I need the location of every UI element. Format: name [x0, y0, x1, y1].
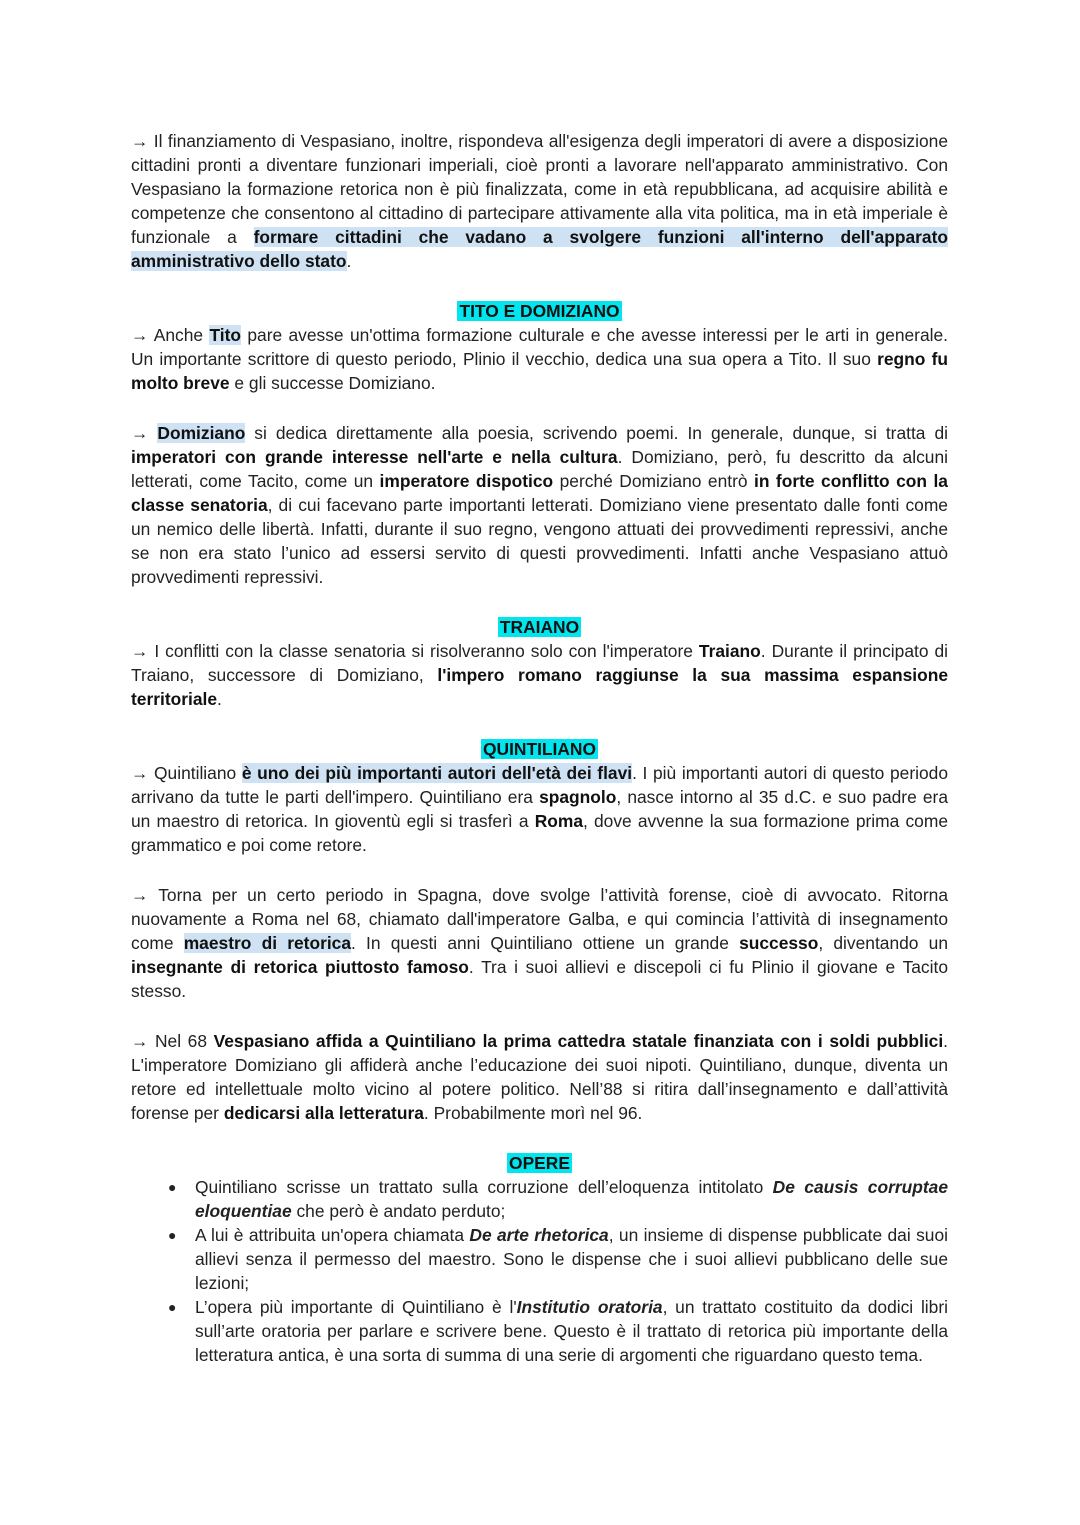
paragraph-quintiliano-spagna: → Torna per un certo periodo in Spagna, dove svolge l’attività forense, cioè di avvocato. Ritorna nuovamente a Roma nel 68, chiamato dall'imperatore Galba, e qui comincia l’attività di insegnamento come maestro di retorica. In questi anni Quintiliano ottiene un grande successo, diventando un insegnante di retorica piuttosto famoso. Tra i suoi allievi e discepoli ci fu Plinio il giovane e Tacito stesso.	[131, 885, 948, 1001]
highlight-tito: Tito	[209, 325, 241, 345]
list-item: ● L’opera più importante di Quintiliano è l'Institutio oratoria, un trattato costituito da dodici libri sull’arte oratoria per parlare e scrivere bene. Questo è il trattato di retorica più importante della letteratura antica, è una sorta di summa di una serie di argomenti che riguardano questo tema.	[168, 1297, 948, 1365]
paragraph-domiziano: → Domiziano si dedica direttamente alla poesia, scrivendo poemi. In generale, dunque, si tratta di imperatori con grande interesse nell'arte e nella cultura. Domiziano, però, fu descritto da alcuni letterati, come Tacito, come un imperatore dispotico perché Domiziano entrò in forte conflitto con la classe senatoria, di cui facevano parte importanti letterati. Domiziano viene presentato dalle fonti come un nemico delle libertà. Infatti, durante il suo regno, vengono attuati dei provvedimenti repressivi, anche se non era stato l’unico ad essersi servito di questi provvedimenti. Infatti anche Vespasiano attuò provvedimenti repressivi.	[131, 423, 948, 587]
opere-list	[131, 1175, 948, 1367]
section-heading-tito-domiziano: TITO E DOMIZIANO	[459, 301, 620, 321]
paragraph-tito: → Anche Tito pare avesse un'ottima formazione culturale e che avesse interessi per le arti in generale. Un importante scrittore di questo periodo, Plinio il vecchio, dedica una sua opera a Tito. Il suo regno fu molto breve e gli successe Domiziano.	[131, 325, 948, 393]
list-item: ● Quintiliano scrisse un trattato sulla corruzione dell’eloquenza intitolato De causis corruptae eloquentiae che però è andato perduto;	[168, 1177, 949, 1221]
highlight-formare-cittadini: formare cittadini che vadano a svolgere funzioni all'interno dell'apparato amministrativo dello stato	[131, 227, 948, 271]
bullet-icon: ●	[168, 1299, 177, 1315]
section-heading-traiano: TRAIANO	[499, 617, 580, 637]
paragraph-traiano: → I conflitti con la classe senatoria si risolveranno solo con l'imperatore Traiano. Durante il principato di Traiano, successore di Domiziano, l'impero romano raggiunse la sua massima espansione territoriale.	[131, 641, 948, 709]
section-heading-opere: OPERE	[509, 1153, 570, 1173]
bullet-icon: ●	[168, 1227, 177, 1243]
paragraph-quintiliano-intro: → Quintiliano è uno dei più importanti autori dell'età dei flavi. I più importanti autori di questo periodo arrivano da tutte le parti dell'impero. Quintiliano era spagnolo, nasce intorno al 35 d.C. e suo padre era un maestro di retorica. In gioventù egli si trasferì a Roma, dove avvenne la sua formazione prima come grammatico e poi come retore.	[131, 763, 949, 855]
bullet-icon: ●	[168, 1179, 177, 1195]
paragraph-finanziamento: → Il finanziamento di Vespasiano, inoltre, rispondeva all'esigenza degli imperatori di avere a disposizione cittadini pronti a diventare funzionari imperiali, cioè pronti a lavorare nell'apparato amministrativo. Con Vespasiano la formazione retorica non è più finalizzata, come in età repubblicana, ad acquisire abilità e competenze che consentono al cittadino di partecipare attivamente alla vita politica, ma in età imperiale è funzionale a formare cittadini che vadano a svolgere funzioni all'interno dell'apparato amministrativo dello stato.	[131, 131, 948, 271]
paragraph-quintiliano-cattedra: → Nel 68 Vespasiano affida a Quintiliano la prima cattedra statale finanziata con i soldi pubblici. L'imperatore Domiziano gli affiderà anche l’educazione dei suoi nipoti. Quintiliano, dunque, diventa un retore ed intellettuale molto vicino al potere politico. Nell’88 si ritira dall’insegnamento e dall’attività forense per dedicarsi alla letteratura. Probabilmente morì nel 96.	[131, 1031, 948, 1123]
highlight-domiziano: Domiziano	[157, 423, 246, 443]
highlight-autori-flavi: è uno dei più importanti autori dell'età dei flavi	[241, 763, 633, 783]
section-heading-quintiliano: QUINTILIANO	[482, 739, 597, 759]
highlight-maestro-retorica: maestro di retorica	[183, 933, 352, 953]
list-item: ● A lui è attribuita un'opera chiamata De arte rhetorica, un insieme di dispense pubblicate dai suoi allievi senza il permesso del maestro. Sono le dispense che i suoi allievi pubblicano delle sue lezioni;	[168, 1225, 948, 1293]
